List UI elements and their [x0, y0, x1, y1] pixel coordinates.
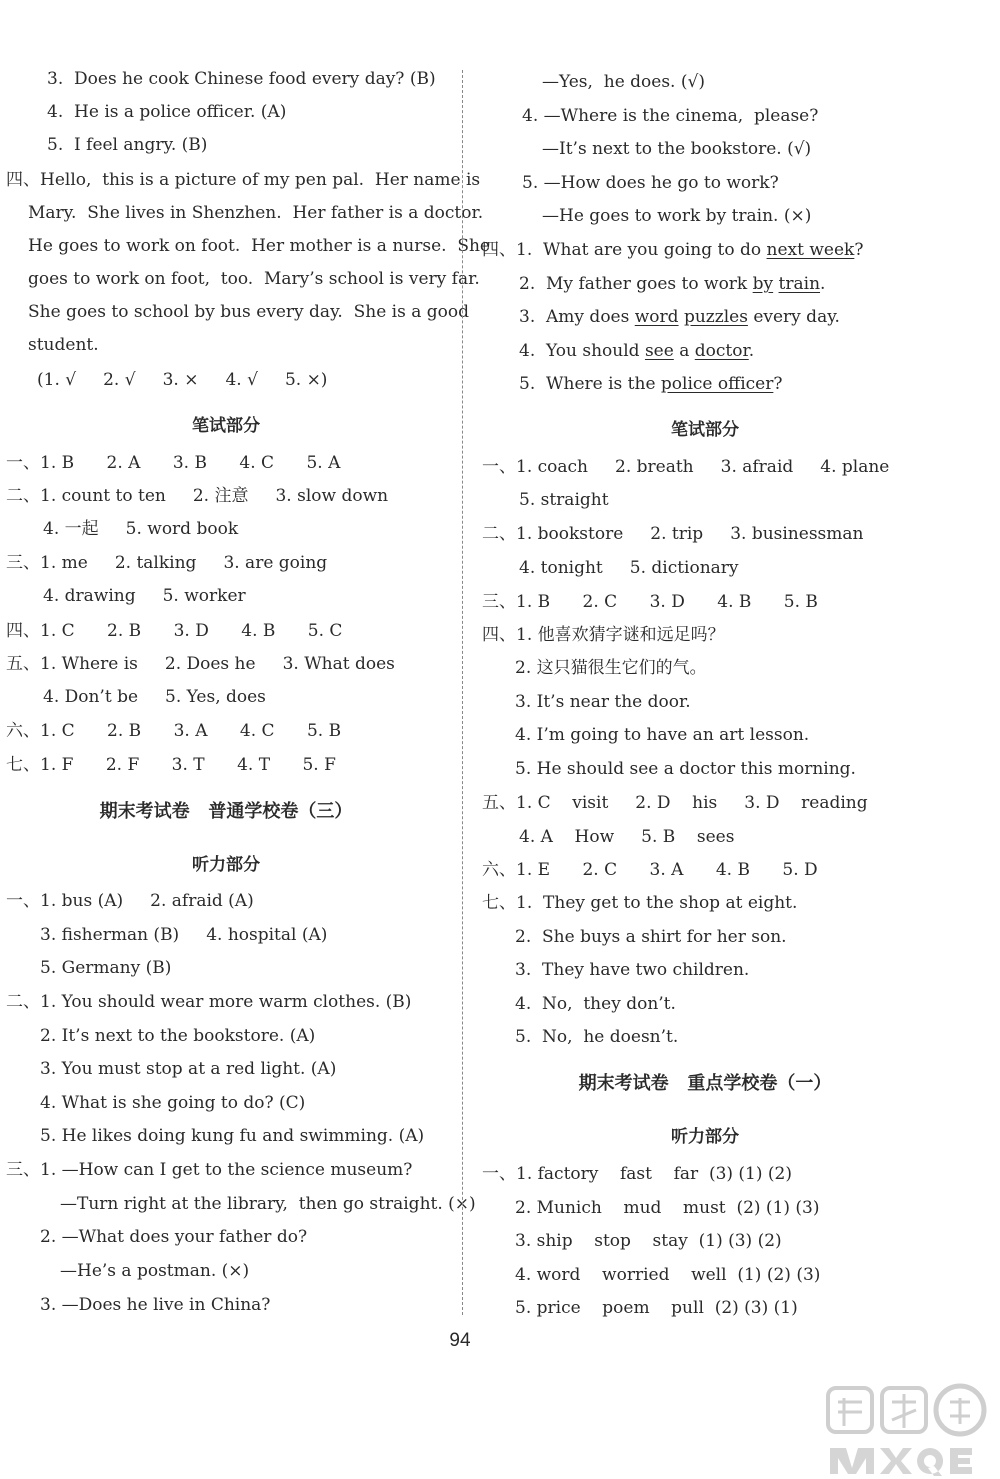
answer-line: (1. √ 2. √ 3. × 4. √ 5. ×): [37, 370, 328, 390]
text-line: 三、1. me 2. talking 3. are going: [6, 553, 328, 573]
section-title: 笔试部分: [671, 420, 739, 440]
text-line: 2. It’s next to the bookstore. (A): [40, 1026, 316, 1046]
text-line: She goes to school by bus every day. She is a good: [28, 302, 470, 322]
text-line: Mary. She lives in Shenzhen. Her father is a doctor.: [28, 203, 484, 223]
text-line: 二、1. count to ten 2. 注意 3. slow down: [6, 486, 389, 506]
text-line: 一、1. B 2. A 3. B 4. C 5. A: [6, 453, 341, 473]
underlined-phrase: train: [778, 274, 821, 294]
text-line: —It’s next to the bookstore. (√): [542, 139, 812, 159]
text-line: 2. My father goes to work by train.: [519, 274, 826, 294]
text-line: He goes to work on foot. Her mother is a nurse. She: [28, 236, 490, 256]
column-divider: [462, 70, 463, 1315]
page-number: 94: [449, 1330, 471, 1351]
section-title: 听力部分: [192, 855, 260, 875]
text-line: 5. straight: [519, 490, 609, 510]
text-line: 五、1. Where is 2. Does he 3. What does: [6, 654, 395, 674]
text-line: 5. price poem pull (2) (3) (1): [515, 1298, 798, 1318]
text-line: 5. No, he doesn’t.: [515, 1027, 679, 1047]
text-line: 七、1. F 2. F 3. T 4. T 5. F: [6, 755, 336, 775]
text-line: 2. Munich mud must (2) (1) (3): [515, 1198, 820, 1218]
exam-title: 期末考试卷 重点学校卷（一）: [578, 1073, 832, 1094]
text-line: 4. He is a police officer. (A): [47, 102, 287, 122]
text-line: 2. She buys a shirt for her son.: [515, 927, 787, 947]
underlined-phrase: by: [752, 274, 774, 294]
text-line: 六、1. C 2. B 3. A 4. C 5. B: [6, 721, 342, 741]
text-line: 四、Hello, this is a picture of my pen pal. Her name is: [6, 170, 481, 190]
underlined-phrase: next week: [766, 240, 855, 260]
text-line: 三、1. —How can I get to the science museum?: [6, 1160, 413, 1180]
text-line: 四、1. C 2. B 3. D 4. B 5. C: [6, 621, 343, 641]
text-line: 4. No, they don’t.: [515, 994, 676, 1014]
text-line: 四、1. What are you going to do next week?: [482, 240, 864, 260]
text-line: 2. 这只猫很生它们的气。: [515, 658, 707, 678]
watermark-icon: [828, 1386, 984, 1476]
text-line: 六、1. E 2. C 3. A 4. B 5. D: [482, 860, 818, 880]
text-line: —He goes to work by train. (×): [542, 206, 812, 226]
text-line: 4. word worried well (1) (2) (3): [515, 1265, 821, 1285]
section-title: 笔试部分: [192, 416, 260, 436]
text-line: 4. 一起 5. word book: [43, 519, 239, 539]
underlined-phrase: puzzles: [683, 307, 748, 327]
text-line: 一、1. bus (A) 2. afraid (A): [6, 891, 254, 911]
text-line: 4. I’m going to have an art lesson.: [515, 725, 810, 745]
text-line: 5. I feel angry. (B): [47, 135, 208, 155]
text-line: 3. You must stop at a red light. (A): [40, 1059, 337, 1079]
text-line: —Yes, he does. (√): [542, 72, 705, 92]
text-line: 3. fisherman (B) 4. hospital (A): [40, 925, 328, 945]
text-line: 一、1. coach 2. breath 3. afraid 4. plane: [482, 457, 890, 477]
text-line: 四、1. 他喜欢猜字谜和远足吗？: [482, 625, 725, 645]
text-line: 三、1. B 2. C 3. D 4. B 5. B: [482, 592, 818, 612]
text-line: 4. —Where is the cinema, please?: [522, 106, 819, 126]
watermark-logo: [800, 1380, 1000, 1479]
text-line: 5. Where is the police officer?: [519, 374, 783, 394]
text-line: 二、1. bookstore 2. trip 3. businessman: [482, 524, 864, 544]
text-line: 3. Amy does word puzzles every day.: [519, 307, 840, 327]
text-line: 七、1. They get to the shop at eight.: [482, 893, 798, 913]
exam-title: 期末考试卷 普通学校卷（三）: [99, 801, 353, 822]
text-line: 二、1. You should wear more warm clothes. (B): [6, 992, 412, 1012]
text-line: 5. He likes doing kung fu and swimming. (A): [40, 1126, 425, 1146]
text-line: —He’s a postman. (×): [60, 1261, 250, 1281]
text-line: 一、1. factory fast far (3) (1) (2): [482, 1164, 792, 1184]
text-line: 4. What is she going to do? (C): [40, 1093, 306, 1113]
text-line: 3. It’s near the door.: [515, 692, 691, 712]
section-title: 听力部分: [671, 1127, 739, 1147]
text-line: 4. You should see a doctor.: [519, 341, 755, 361]
underlined-phrase: doctor: [694, 341, 749, 361]
text-line: 4. tonight 5. dictionary: [519, 558, 739, 578]
text-line: 4. drawing 5. worker: [43, 586, 246, 606]
text-line: 3. —Does he live in China?: [40, 1295, 271, 1315]
text-line: 2. —What does your father do?: [40, 1227, 308, 1247]
text-line: goes to work on foot, too. Mary’s school is very far.: [28, 269, 480, 289]
text-line: 4. A How 5. B sees: [519, 827, 735, 847]
text-line: 4. Don’t be 5. Yes, does: [43, 687, 266, 707]
text-line: 5. Germany (B): [40, 958, 172, 978]
underlined-phrase: police officer: [660, 374, 774, 394]
underlined-phrase: see: [644, 341, 674, 361]
text-line: 3. They have two children.: [515, 960, 750, 980]
text-line: student.: [28, 335, 99, 355]
text-line: 5. —How does he go to work?: [522, 173, 779, 193]
text-line: 5. He should see a doctor this morning.: [515, 759, 856, 779]
underlined-phrase: word: [634, 307, 679, 327]
text-line: 五、1. C visit 2. D his 3. D reading: [482, 793, 868, 813]
text-line: —Turn right at the library, then go straight. (×): [60, 1194, 476, 1214]
text-line: 3. ship stop stay (1) (3) (2): [515, 1231, 782, 1251]
text-line: 3. Does he cook Chinese food every day? (B): [47, 69, 436, 89]
